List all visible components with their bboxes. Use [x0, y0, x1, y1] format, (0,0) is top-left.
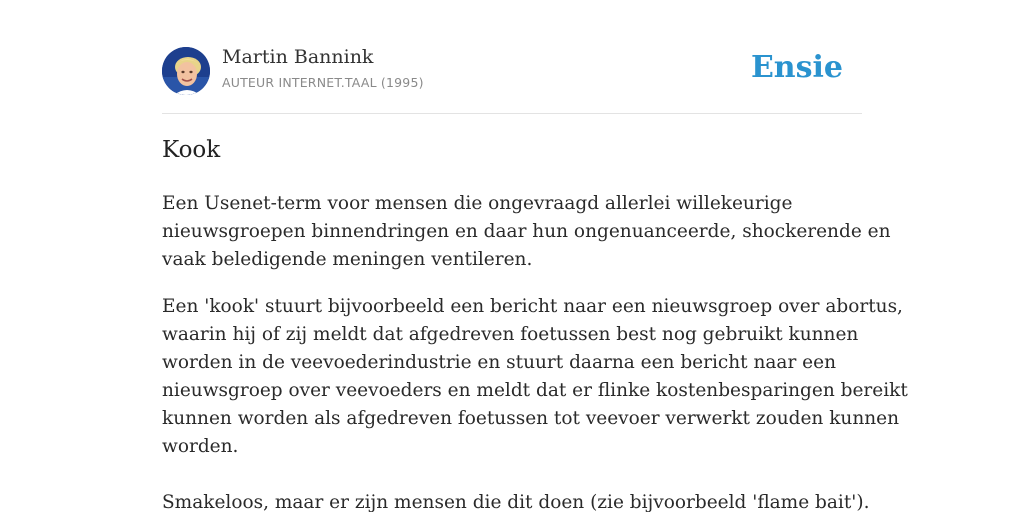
entry-title: Kook [162, 137, 221, 163]
author-role: AUTEUR INTERNET.TAAL (1995) [222, 75, 424, 90]
paragraph [162, 293, 908, 461]
text-line: Een 'kook' stuurt bijvoorbeeld een bericht naar een nieuwsgroep over abortus, [162, 296, 903, 317]
paragraph [162, 190, 891, 274]
paragraph [162, 489, 870, 512]
author-name[interactable]: Martin Bannink [222, 46, 374, 68]
entry-body [162, 190, 908, 512]
text-line: Smakeloos, maar er zijn mensen die dit doen (zie bijvoorbeeld 'flame bait'). [162, 492, 870, 512]
text-line: worden in de veevoederindustrie en stuurt daarna een bericht naar een [162, 352, 836, 373]
header-divider [162, 113, 862, 114]
brand-logo[interactable]: Ensie [750, 50, 843, 85]
author-avatar[interactable] [162, 47, 210, 95]
text-line: nieuwsgroep over veevoeders en meldt dat er flinke kostenbesparingen bereikt [162, 380, 908, 401]
entry-card [162, 0, 908, 512]
text-line: waarin hij of zij meldt dat afgedreven foetussen best nog gebruikt kunnen [162, 324, 859, 345]
text-line: Een Usenet-term voor mensen die ongevraagd allerlei willekeurige [162, 193, 793, 214]
text-line: vaak beledigende meningen ventileren. [162, 249, 533, 270]
text-line: nieuwsgroepen binnendringen en daar hun ongenuanceerde, shockerende en [162, 221, 891, 242]
author-header [162, 46, 862, 96]
text-line: worden. [162, 436, 239, 457]
author-photo-icon [162, 47, 210, 95]
text-line: kunnen worden als afgedreven foetussen tot veevoer verwerkt zouden kunnen [162, 408, 900, 429]
